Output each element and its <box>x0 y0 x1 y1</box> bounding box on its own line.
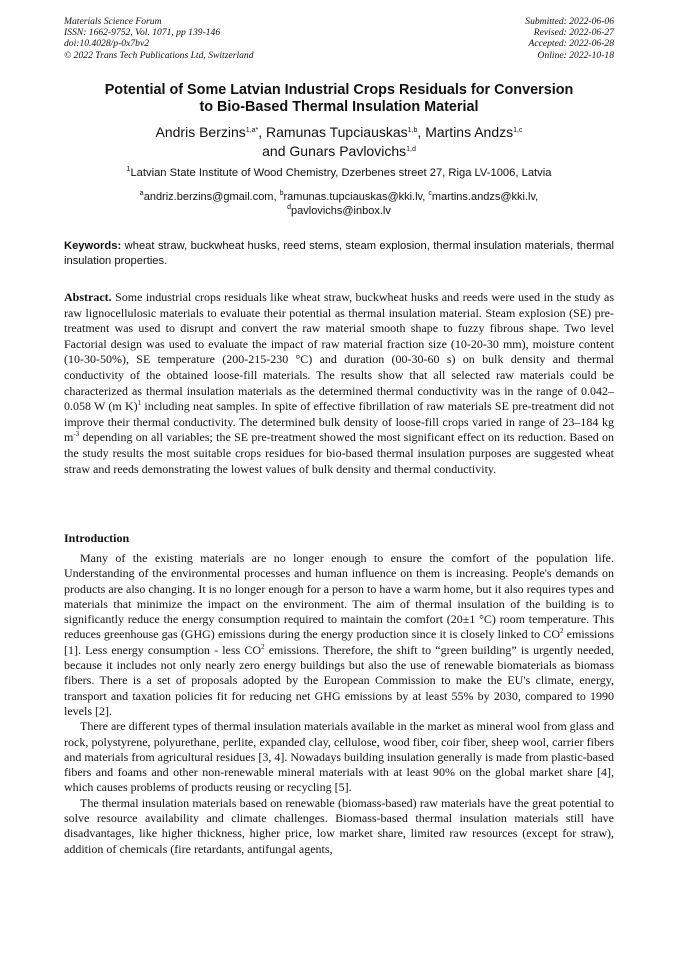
online-date: Online: 2022-10-18 <box>537 49 614 61</box>
email-link[interactable]: martins.andzs@kki.lv, <box>431 191 539 203</box>
intro-paragraph: The thermal insulation materials based on renewable (biomass-based) raw materials have the great potential to solve resource availability and climate challenges. Biomass-based thermal insulation materials still have disadvantages, like higher thickness, higher price, low market share, limited raw resources (except for straw), addition of chemicals (fire retardants, antifungal agents, <box>64 795 614 856</box>
author-sup: 1,b <box>407 127 418 134</box>
abstract-text: depending on all variables; the SE pre-treatment showed the most significant effect on its reduction. Based on the study results the most suitable crops residues for bio-based thermal insulation purposes are suggested wheat straw and reeds demonstrating the lowest values of bulk density and thermal conductivity. <box>64 430 614 476</box>
accepted-date: Accepted: 2022-06-28 <box>528 38 614 50</box>
author-list: Andris Berzins$^{1,a*}$, Ramunas Tupciauskas$^{1,b}$, Martins Andzs$^{1,c}$ and Gunars Pavlovichs$^{1,d}$ <box>155 124 523 159</box>
author-name: Andris Berzins <box>155 124 246 140</box>
affiliation-sup: 1 <box>126 166 131 173</box>
keywords-text: wheat straw, buckwheat husks, reed stems, steam explosion, thermal insulation materials, thermal insulation properties. <box>64 240 614 267</box>
revised-date: Revised: 2022-06-27 <box>533 27 614 39</box>
paper-title <box>64 82 614 116</box>
author-name: Martins Andzs <box>425 124 514 140</box>
abstract-section <box>64 290 614 477</box>
intro-text: emissions [1]. Less energy consumption - less CO <box>64 627 614 657</box>
author-sup: 1,d <box>406 146 416 153</box>
co2-sup: 2 <box>559 627 564 636</box>
intro-paragraph: There are different types of thermal insulation materials available in the market as mineral wool from glass and rock, polystyrene, polyurethane, perlite, expanded clay, cellulose, wood fiber, coir fiber, sheep wool, carrier fibers and materials from agricultural residues [3, 4]. Nowadays building insulation generally is made from plastic-based fibers and foams and other non-renewable mineral materials with at least 90% on the global market share [4], which causes problems of products reusing or recycling [5]. <box>64 719 614 795</box>
email-link[interactable]: andriz.berzins@gmail.com, <box>143 191 277 203</box>
issn: ISSN: 1662-9752, Vol. 1071, pp 139-146 <box>64 27 221 39</box>
email-sup: b <box>279 190 284 197</box>
submitted-date: Submitted: 2022-06-06 <box>525 16 614 27</box>
abstract-text: including neat samples. In spite of effective fibrillation of raw materials SE pre-treatment did not improve their thermal conductivity. The determined bulk density of loose-fill crops varied in range of 23–184 kg m <box>64 399 615 445</box>
co2-sup: 2 <box>261 642 265 651</box>
affiliation-text: Latvian State Institute of Wood Chemistry, Dzerbenes street 27, Riga LV-1006, Latvia <box>130 167 552 179</box>
author-name: Ramunas Tupciauskas <box>266 124 408 140</box>
abstract-sup: 1 <box>137 399 142 408</box>
copyright: © 2022 Trans Tech Publications Ltd, Switzerland <box>64 49 254 61</box>
author-name: Gunars Pavlovichs <box>289 143 407 159</box>
abstract-text: Some industrial crops residuals like wheat straw, buckwheat husks and reeds were used in the study as raw lignocellulosic materials to evaluate their potential as thermal insulation material. Steam explosion (SE) pre-treatment was used to disrupt and convert the raw material smooth shape to fuzzy fibrous shape. Two level Factorial design was used to evaluate the impact of raw material fraction size (10-20-30 mm), moisture content (10-30-50%), SE temperature (200-215-230 °C) and duration (00-30-60 s) on bulk density and thermal conductivity of the obtained loose-fill materials. The results show that all selected raw materials could be characterized as thermal insulation materials as the determined thermal conductivity was in the range of 0.042–0.058 W (m K) <box>64 290 615 414</box>
abstract-sup: -3 <box>73 430 80 439</box>
intro-text: Many of the existing materials are no longer enough to ensure the comfort of the population life. Understanding of the environmental processes and human influence on them is increasing. People's demands on products are also changing. It is no longer enough for a person to have a warm home, but it also requires types and materials that minimize the impact on the environment. The aim of thermal insulation of the building is to significantly reduce the energy consumption required to maintain the comfort (20±1 °C) room temperature. This reduces greenhouse gas (GHG) emissions during the energy production since it is closely linked to CO <box>64 551 614 642</box>
keywords-section <box>64 239 614 268</box>
submission-dates <box>525 16 614 61</box>
intro-paragraph <box>64 551 614 719</box>
email-link[interactable]: ramunas.tupciauskas@kki.lv, <box>283 191 426 203</box>
author-sup: 1,a* <box>245 127 259 134</box>
doi: doi:10.4028/p-0x7bv2 <box>64 38 149 50</box>
keywords-label: Keywords: <box>64 240 122 252</box>
author-sup: 1,c <box>513 127 523 134</box>
email-sup: d <box>287 204 292 211</box>
title-line-1: Potential of Some Latvian Industrial Crops Residuals for Conversion <box>104 82 574 98</box>
author-emails <box>64 190 614 218</box>
affiliation <box>64 166 614 180</box>
journal-info <box>64 16 254 61</box>
email-link[interactable]: pavlovichs@inbox.lv <box>291 205 391 217</box>
intro-text: emissions. Therefore, the shift to “green building” is urgently needed, because it includes not only nearly zero energy buildings but also the use of renewable biomaterials as biomass fibers. There is a set of proposals adopted by the European Commission to make the EU's climate, energy, transport and taxation policies fit for reducing net GHG emissions by at least 55% by 2030, compared to 1990 levels [2]. <box>64 642 614 718</box>
introduction-body <box>64 551 614 857</box>
title-line-2: to Bio-Based Thermal Insulation Material <box>199 99 479 115</box>
email-sup: a <box>139 190 144 197</box>
journal-name: Materials Science Forum <box>64 16 162 27</box>
abstract-label: Abstract. <box>64 290 112 304</box>
journal-header <box>64 16 614 61</box>
author-and: and <box>262 143 286 159</box>
introduction-heading: Introduction <box>64 531 130 545</box>
email-sup: c <box>428 190 432 197</box>
